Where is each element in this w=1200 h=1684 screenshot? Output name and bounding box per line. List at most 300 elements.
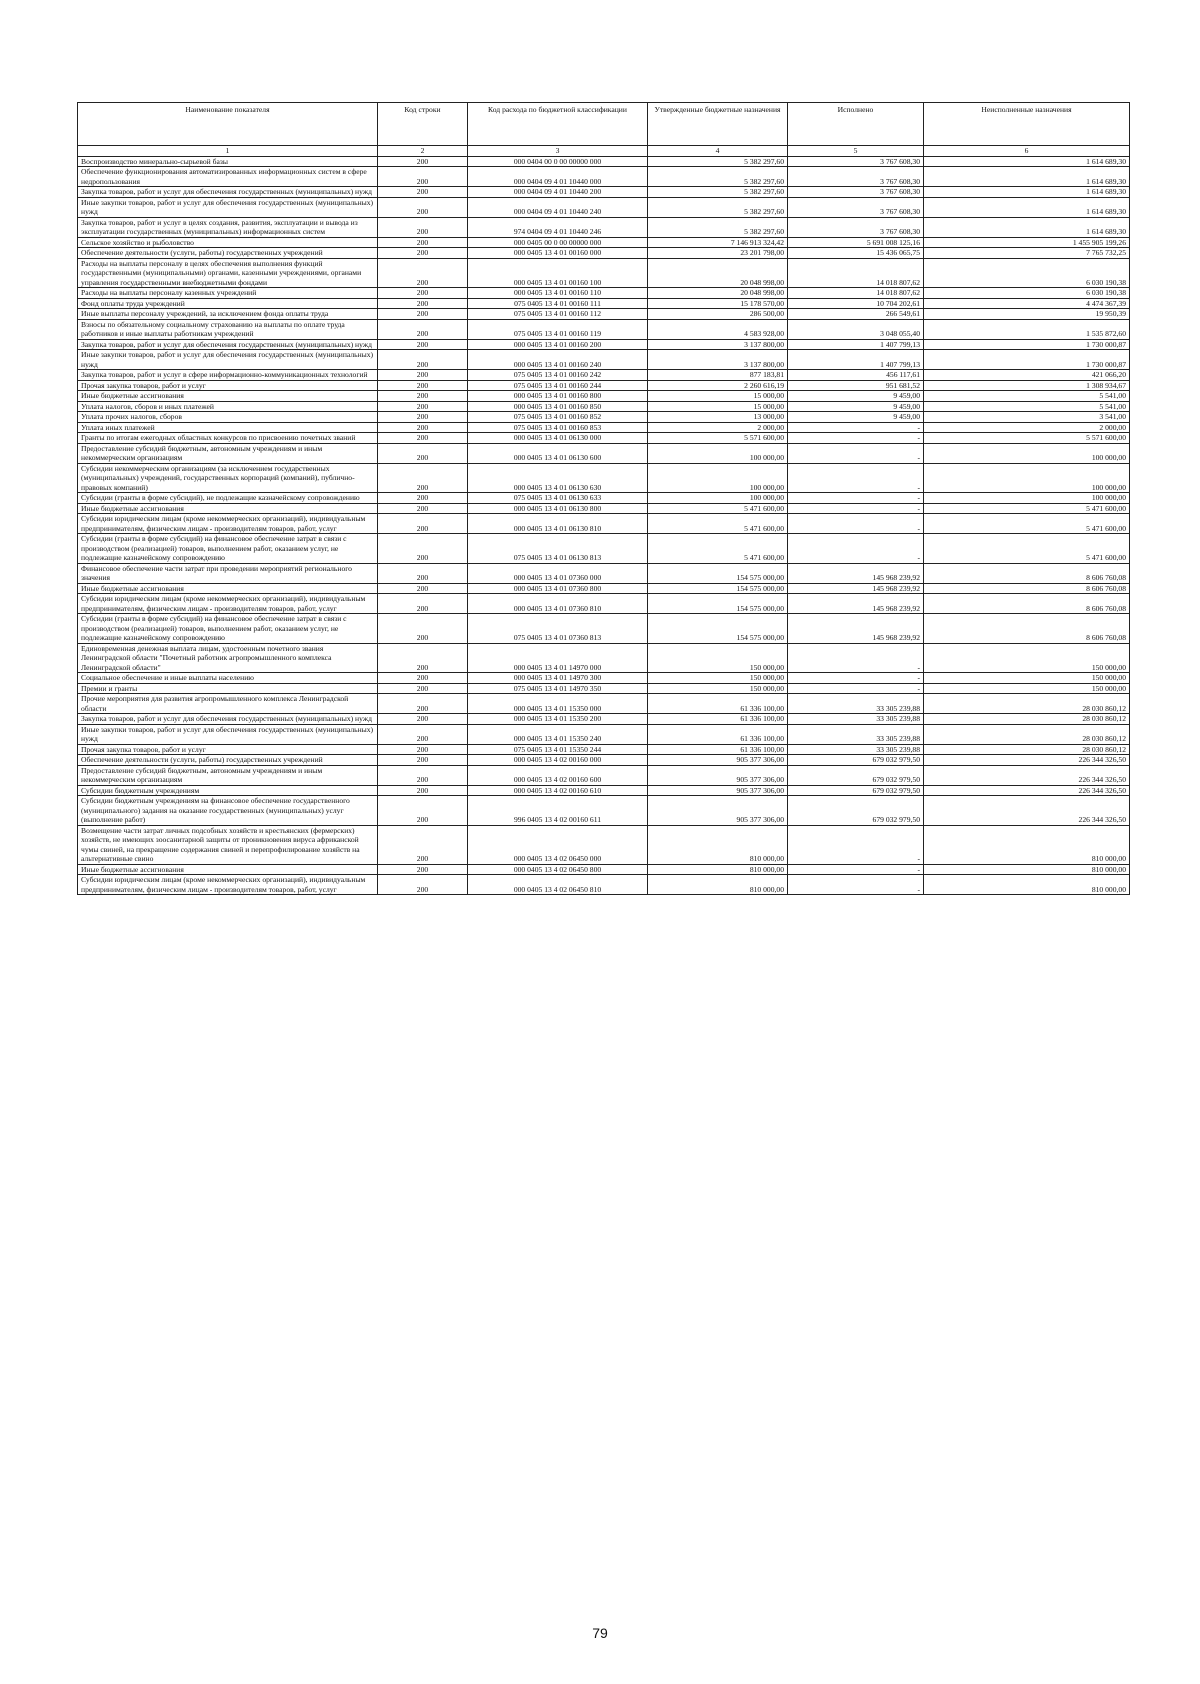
- expense-code-cell: 000 0405 13 4 01 07360 000: [468, 563, 648, 583]
- table-body: [78, 156, 1130, 895]
- header-executed: Исполнено: [788, 103, 924, 146]
- expense-code-cell: 000 0405 13 4 01 00160 850: [468, 401, 648, 412]
- indicator-name-cell: Социальное обеспечение и иные выплаты населению: [78, 673, 378, 684]
- indicator-name-cell: Субсидии юридическим лицам (кроме некоммерческих организаций), индивидуальным предпринимателям, физическим лицам - производителям товаров, работ, услуг: [78, 875, 378, 895]
- column-number: 5: [788, 146, 924, 157]
- approved-amount-cell: 154 575 000,00: [648, 614, 788, 644]
- executed-amount-cell: 679 032 979,50: [788, 796, 924, 826]
- unexecuted-amount-cell: 5 471 600,00: [924, 503, 1130, 514]
- expense-code-cell: 000 0405 13 4 02 00160 000: [468, 755, 648, 766]
- indicator-name-cell: Предоставление субсидий бюджетным, автономным учреждениям и иным некоммерческим организациям: [78, 765, 378, 785]
- executed-amount-cell: 145 968 239,92: [788, 614, 924, 644]
- table-row: [78, 583, 1130, 594]
- table-row: [78, 683, 1130, 694]
- table-row: [78, 391, 1130, 402]
- column-number-row: [78, 146, 1130, 157]
- indicator-name-cell: Обеспечение деятельности (услуги, работы) государственных учреждений: [78, 248, 378, 259]
- indicator-name-cell: Воспроизводство минерально-сырьевой базы: [78, 156, 378, 167]
- approved-amount-cell: 100 000,00: [648, 493, 788, 504]
- indicator-name-cell: Закупка товаров, работ и услуг для обеспечения государственных (муниципальных) нужд: [78, 339, 378, 350]
- unexecuted-amount-cell: 1 614 689,30: [924, 217, 1130, 237]
- table-row: [78, 248, 1130, 259]
- unexecuted-amount-cell: 1 614 689,30: [924, 187, 1130, 198]
- executed-amount-cell: 15 436 065,75: [788, 248, 924, 259]
- indicator-name-cell: Единовременная денежная выплата лицам, удостоенным почетного звания Ленинградской области "Почетный работник агропромышленного комплекса Ленинградской области": [78, 643, 378, 673]
- column-number: 4: [648, 146, 788, 157]
- table-row: [78, 614, 1130, 644]
- indicator-name-cell: Расходы на выплаты персоналу в целях обеспечения выполнения функций государственными (муниципальными) органами, казенными учреждениями, органами управления государственными внебюджетными фондами: [78, 258, 378, 288]
- executed-amount-cell: 33 305 239,88: [788, 744, 924, 755]
- indicator-name-cell: Взносы по обязательному социальному страхованию на выплаты по оплате труда работников и иные выплаты работникам учреждений: [78, 319, 378, 339]
- expense-code-cell: 075 0405 13 4 01 15350 244: [468, 744, 648, 755]
- expense-code-cell: 000 0405 13 4 01 06130 600: [468, 443, 648, 463]
- expense-code-cell: 000 0405 13 4 02 06450 810: [468, 875, 648, 895]
- line-code-cell: 200: [378, 755, 468, 766]
- executed-amount-cell: 33 305 239,88: [788, 724, 924, 744]
- approved-amount-cell: 810 000,00: [648, 864, 788, 875]
- approved-amount-cell: 61 336 100,00: [648, 724, 788, 744]
- unexecuted-amount-cell: 28 030 860,12: [924, 744, 1130, 755]
- line-code-cell: 200: [378, 673, 468, 684]
- table-row: [78, 288, 1130, 299]
- line-code-cell: 200: [378, 514, 468, 534]
- approved-amount-cell: 3 137 800,00: [648, 350, 788, 370]
- table-row: [78, 422, 1130, 433]
- executed-amount-cell: 9 459,00: [788, 401, 924, 412]
- expense-code-cell: 000 0404 09 4 01 10440 000: [468, 167, 648, 187]
- unexecuted-amount-cell: 4 474 367,39: [924, 298, 1130, 309]
- unexecuted-amount-cell: 226 344 326,50: [924, 765, 1130, 785]
- line-code-cell: 200: [378, 197, 468, 217]
- line-code-cell: 200: [378, 217, 468, 237]
- approved-amount-cell: 286 500,00: [648, 309, 788, 320]
- approved-amount-cell: 150 000,00: [648, 673, 788, 684]
- table-row: [78, 765, 1130, 785]
- table-row: [78, 443, 1130, 463]
- budget-execution-table: [77, 102, 1130, 895]
- unexecuted-amount-cell: 8 606 760,08: [924, 583, 1130, 594]
- expense-code-cell: 000 0405 13 4 01 07360 800: [468, 583, 648, 594]
- column-number: 6: [924, 146, 1130, 157]
- expense-code-cell: 000 0405 13 4 01 00160 100: [468, 258, 648, 288]
- executed-amount-cell: 9 459,00: [788, 391, 924, 402]
- column-number: 2: [378, 146, 468, 157]
- executed-amount-cell: -: [788, 433, 924, 444]
- table-row: [78, 694, 1130, 714]
- table-row: [78, 217, 1130, 237]
- indicator-name-cell: Субсидии юридическим лицам (кроме некоммерческих организаций), индивидуальным предпринимателям, физическим лицам - производителям товаров, работ, услуг: [78, 594, 378, 614]
- indicator-name-cell: Иные закупки товаров, работ и услуг для обеспечения государственных (муниципальных) нужд: [78, 724, 378, 744]
- unexecuted-amount-cell: 810 000,00: [924, 864, 1130, 875]
- approved-amount-cell: 61 336 100,00: [648, 714, 788, 725]
- table-row: [78, 493, 1130, 504]
- line-code-cell: 200: [378, 563, 468, 583]
- indicator-name-cell: Иные бюджетные ассигнования: [78, 583, 378, 594]
- indicator-name-cell: Возмещение части затрат личных подсобных хозяйств и крестьянских (фермерских) хозяйств, не имеющих зоосанитарной защиты от проникновения вируса африканской чумы свиней, на прекращение содержания свиней и перепрофилирование хозяйств на альтернативные свино: [78, 825, 378, 864]
- indicator-name-cell: Расходы на выплаты персоналу казенных учреждений: [78, 288, 378, 299]
- executed-amount-cell: 266 549,61: [788, 309, 924, 320]
- line-code-cell: 200: [378, 443, 468, 463]
- indicator-name-cell: Прочая закупка товаров, работ и услуг: [78, 380, 378, 391]
- line-code-cell: 200: [378, 288, 468, 299]
- expense-code-cell: 000 0405 13 4 01 00160 240: [468, 350, 648, 370]
- executed-amount-cell: 679 032 979,50: [788, 785, 924, 796]
- approved-amount-cell: 13 000,00: [648, 412, 788, 423]
- unexecuted-amount-cell: 810 000,00: [924, 825, 1130, 864]
- line-code-cell: 200: [378, 864, 468, 875]
- table-row: [78, 825, 1130, 864]
- line-code-cell: 200: [378, 594, 468, 614]
- header-indicator-name: Наименование показателя: [78, 103, 378, 146]
- executed-amount-cell: 456 117,61: [788, 370, 924, 381]
- approved-amount-cell: 150 000,00: [648, 643, 788, 673]
- table-row: [78, 594, 1130, 614]
- indicator-name-cell: Иные бюджетные ассигнования: [78, 864, 378, 875]
- line-code-cell: 200: [378, 796, 468, 826]
- approved-amount-cell: 150 000,00: [648, 683, 788, 694]
- unexecuted-amount-cell: 5 541,00: [924, 401, 1130, 412]
- unexecuted-amount-cell: 5 541,00: [924, 391, 1130, 402]
- unexecuted-amount-cell: 7 765 732,25: [924, 248, 1130, 259]
- table-row: [78, 370, 1130, 381]
- table-row: [78, 433, 1130, 444]
- unexecuted-amount-cell: 421 066,20: [924, 370, 1130, 381]
- line-code-cell: 200: [378, 370, 468, 381]
- approved-amount-cell: 15 000,00: [648, 391, 788, 402]
- executed-amount-cell: -: [788, 875, 924, 895]
- expense-code-cell: 996 0405 13 4 02 00160 611: [468, 796, 648, 826]
- executed-amount-cell: -: [788, 493, 924, 504]
- indicator-name-cell: Субсидии юридическим лицам (кроме некоммерческих организаций), индивидуальным предпринимателям, физическим лицам - производителям товаров, работ, услуг: [78, 514, 378, 534]
- line-code-cell: 200: [378, 258, 468, 288]
- approved-amount-cell: 810 000,00: [648, 825, 788, 864]
- indicator-name-cell: Уплата налогов, сборов и иных платежей: [78, 401, 378, 412]
- table-row: [78, 237, 1130, 248]
- approved-amount-cell: 61 336 100,00: [648, 744, 788, 755]
- table-row: [78, 643, 1130, 673]
- expense-code-cell: 000 0405 13 4 01 07360 810: [468, 594, 648, 614]
- executed-amount-cell: -: [788, 534, 924, 564]
- executed-amount-cell: 5 691 008 125,16: [788, 237, 924, 248]
- line-code-cell: 200: [378, 401, 468, 412]
- expense-code-cell: 000 0405 13 4 01 00160 200: [468, 339, 648, 350]
- line-code-cell: 200: [378, 412, 468, 423]
- expense-code-cell: 075 0405 13 4 01 14970 350: [468, 683, 648, 694]
- indicator-name-cell: Субсидии (гранты в форме субсидий) на финансовое обеспечение затрат в связи с производством (реализацией) товаров, выполнением работ, оказанием услуг, не подлежащие казначейскому сопровождению: [78, 614, 378, 644]
- unexecuted-amount-cell: 3 541,00: [924, 412, 1130, 423]
- unexecuted-amount-cell: 1 614 689,30: [924, 156, 1130, 167]
- indicator-name-cell: Иные выплаты персоналу учреждений, за исключением фонда оплаты труда: [78, 309, 378, 320]
- indicator-name-cell: Обеспечение функционирования автоматизированных информационных систем в сфере недропользования: [78, 167, 378, 187]
- indicator-name-cell: Иные бюджетные ассигнования: [78, 503, 378, 514]
- indicator-name-cell: Сельское хозяйство и рыболовство: [78, 237, 378, 248]
- expense-code-cell: 000 0405 13 4 01 14970 000: [468, 643, 648, 673]
- table-row: [78, 380, 1130, 391]
- indicator-name-cell: Закупка товаров, работ и услуг в целях создания, развития, эксплуатации и вывода из эксплуатации государственных (муниципальных) информационных систем: [78, 217, 378, 237]
- line-code-cell: 200: [378, 643, 468, 673]
- unexecuted-amount-cell: 5 471 600,00: [924, 534, 1130, 564]
- executed-amount-cell: 33 305 239,88: [788, 714, 924, 725]
- indicator-name-cell: Закупка товаров, работ и услуг для обеспечения государственных (муниципальных) нужд: [78, 714, 378, 725]
- unexecuted-amount-cell: 1 535 872,60: [924, 319, 1130, 339]
- line-code-cell: 200: [378, 350, 468, 370]
- approved-amount-cell: 15 178 570,00: [648, 298, 788, 309]
- table-row: [78, 514, 1130, 534]
- line-code-cell: 200: [378, 391, 468, 402]
- approved-amount-cell: 5 571 600,00: [648, 433, 788, 444]
- line-code-cell: 200: [378, 714, 468, 725]
- line-code-cell: 200: [378, 765, 468, 785]
- approved-amount-cell: 154 575 000,00: [648, 563, 788, 583]
- header-line-code: Код строки: [378, 103, 468, 146]
- approved-amount-cell: 15 000,00: [648, 401, 788, 412]
- approved-amount-cell: 23 201 798,00: [648, 248, 788, 259]
- approved-amount-cell: 5 382 297,60: [648, 187, 788, 198]
- expense-code-cell: 000 0405 13 4 01 15350 200: [468, 714, 648, 725]
- executed-amount-cell: 14 018 807,62: [788, 288, 924, 299]
- indicator-name-cell: Обеспечение деятельности (услуги, работы) государственных учреждений: [78, 755, 378, 766]
- unexecuted-amount-cell: 2 000,00: [924, 422, 1130, 433]
- executed-amount-cell: -: [788, 443, 924, 463]
- indicator-name-cell: Субсидии бюджетным учреждениям: [78, 785, 378, 796]
- report-sheet: [77, 102, 1129, 895]
- expense-code-cell: 000 0405 00 0 00 00000 000: [468, 237, 648, 248]
- line-code-cell: 200: [378, 825, 468, 864]
- expense-code-cell: 075 0405 13 4 01 00160 111: [468, 298, 648, 309]
- indicator-name-cell: Предоставление субсидий бюджетным, автономным учреждениям и иным некоммерческим организациям: [78, 443, 378, 463]
- unexecuted-amount-cell: 6 030 190,38: [924, 258, 1130, 288]
- indicator-name-cell: Премии и гранты: [78, 683, 378, 694]
- table-row: [78, 339, 1130, 350]
- expense-code-cell: 075 0405 13 4 01 07360 813: [468, 614, 648, 644]
- table-row: [78, 401, 1130, 412]
- executed-amount-cell: 33 305 239,88: [788, 694, 924, 714]
- unexecuted-amount-cell: 1 730 000,87: [924, 339, 1130, 350]
- table-row: [78, 724, 1130, 744]
- unexecuted-amount-cell: 226 344 326,50: [924, 755, 1130, 766]
- approved-amount-cell: 61 336 100,00: [648, 694, 788, 714]
- unexecuted-amount-cell: 19 950,39: [924, 309, 1130, 320]
- table-row: [78, 875, 1130, 895]
- table-row: [78, 755, 1130, 766]
- expense-code-cell: 000 0405 13 4 01 00160 110: [468, 288, 648, 299]
- line-code-cell: 200: [378, 422, 468, 433]
- indicator-name-cell: Закупка товаров, работ и услуг для обеспечения государственных (муниципальных) нужд: [78, 187, 378, 198]
- expense-code-cell: 075 0405 13 4 01 06130 633: [468, 493, 648, 504]
- line-code-cell: 200: [378, 380, 468, 391]
- executed-amount-cell: 1 407 799,13: [788, 339, 924, 350]
- table-row: [78, 864, 1130, 875]
- line-code-cell: 200: [378, 167, 468, 187]
- table-row: [78, 463, 1130, 493]
- line-code-cell: 200: [378, 583, 468, 594]
- indicator-name-cell: Субсидии (гранты в форме субсидий), не подлежащие казначейскому сопровождению: [78, 493, 378, 504]
- expense-code-cell: 000 0405 13 4 02 00160 600: [468, 765, 648, 785]
- expense-code-cell: 075 0405 13 4 01 00160 112: [468, 309, 648, 320]
- approved-amount-cell: 20 048 998,00: [648, 258, 788, 288]
- executed-amount-cell: 1 407 799,13: [788, 350, 924, 370]
- header-approved: Утвержденные бюджетные назначения: [648, 103, 788, 146]
- approved-amount-cell: 20 048 998,00: [648, 288, 788, 299]
- header-expense-code: Код расхода по бюджетной классификации: [468, 103, 648, 146]
- executed-amount-cell: -: [788, 514, 924, 534]
- table-row: [78, 534, 1130, 564]
- table-row: [78, 673, 1130, 684]
- unexecuted-amount-cell: 28 030 860,12: [924, 694, 1130, 714]
- approved-amount-cell: 100 000,00: [648, 443, 788, 463]
- unexecuted-amount-cell: 1 614 689,30: [924, 167, 1130, 187]
- line-code-cell: 200: [378, 724, 468, 744]
- line-code-cell: 200: [378, 694, 468, 714]
- expense-code-cell: 000 0404 09 4 01 10440 200: [468, 187, 648, 198]
- expense-code-cell: 000 0405 13 4 02 06450 000: [468, 825, 648, 864]
- approved-amount-cell: 100 000,00: [648, 463, 788, 493]
- approved-amount-cell: 877 183,81: [648, 370, 788, 381]
- line-code-cell: 200: [378, 493, 468, 504]
- unexecuted-amount-cell: 28 030 860,12: [924, 724, 1130, 744]
- executed-amount-cell: 951 681,52: [788, 380, 924, 391]
- approved-amount-cell: 905 377 306,00: [648, 765, 788, 785]
- approved-amount-cell: 2 260 616,19: [648, 380, 788, 391]
- unexecuted-amount-cell: 150 000,00: [924, 673, 1130, 684]
- table-row: [78, 350, 1130, 370]
- line-code-cell: 200: [378, 156, 468, 167]
- column-number: 1: [78, 146, 378, 157]
- executed-amount-cell: 9 459,00: [788, 412, 924, 423]
- line-code-cell: 200: [378, 463, 468, 493]
- line-code-cell: 200: [378, 614, 468, 644]
- expense-code-cell: 000 0405 13 4 01 15350 240: [468, 724, 648, 744]
- indicator-name-cell: Гранты по итогам ежегодных областных конкурсов по присвоению почетных званий: [78, 433, 378, 444]
- executed-amount-cell: 14 018 807,62: [788, 258, 924, 288]
- expense-code-cell: 000 0405 13 4 02 00160 610: [468, 785, 648, 796]
- unexecuted-amount-cell: 6 030 190,38: [924, 288, 1130, 299]
- table-row: [78, 785, 1130, 796]
- executed-amount-cell: -: [788, 463, 924, 493]
- unexecuted-amount-cell: 150 000,00: [924, 683, 1130, 694]
- executed-amount-cell: 3 767 608,30: [788, 197, 924, 217]
- executed-amount-cell: 145 968 239,92: [788, 563, 924, 583]
- unexecuted-amount-cell: 226 344 326,50: [924, 796, 1130, 826]
- unexecuted-amount-cell: 8 606 760,08: [924, 594, 1130, 614]
- executed-amount-cell: -: [788, 422, 924, 433]
- unexecuted-amount-cell: 100 000,00: [924, 463, 1130, 493]
- unexecuted-amount-cell: 28 030 860,12: [924, 714, 1130, 725]
- executed-amount-cell: -: [788, 683, 924, 694]
- line-code-cell: 200: [378, 237, 468, 248]
- unexecuted-amount-cell: 8 606 760,08: [924, 563, 1130, 583]
- unexecuted-amount-cell: 810 000,00: [924, 875, 1130, 895]
- line-code-cell: 200: [378, 309, 468, 320]
- expense-code-cell: 000 0405 13 4 01 00160 000: [468, 248, 648, 259]
- expense-code-cell: 075 0405 13 4 01 00160 242: [468, 370, 648, 381]
- executed-amount-cell: -: [788, 864, 924, 875]
- header-unexecuted: Неисполненные назначения: [924, 103, 1130, 146]
- table-row: [78, 258, 1130, 288]
- expense-code-cell: 075 0405 13 4 01 00160 852: [468, 412, 648, 423]
- unexecuted-amount-cell: 150 000,00: [924, 643, 1130, 673]
- approved-amount-cell: 5 382 297,60: [648, 217, 788, 237]
- indicator-name-cell: Прочая закупка товаров, работ и услуг: [78, 744, 378, 755]
- table-row: [78, 309, 1130, 320]
- approved-amount-cell: 810 000,00: [648, 875, 788, 895]
- indicator-name-cell: Иные бюджетные ассигнования: [78, 391, 378, 402]
- approved-amount-cell: 3 137 800,00: [648, 339, 788, 350]
- unexecuted-amount-cell: 1 614 689,30: [924, 197, 1130, 217]
- unexecuted-amount-cell: 100 000,00: [924, 493, 1130, 504]
- approved-amount-cell: 5 471 600,00: [648, 503, 788, 514]
- executed-amount-cell: 3 767 608,30: [788, 167, 924, 187]
- table-row: [78, 298, 1130, 309]
- executed-amount-cell: -: [788, 825, 924, 864]
- indicator-name-cell: Субсидии (гранты в форме субсидий) на финансовое обеспечение затрат в связи с производством (реализацией) товаров, выполнением работ, оказанием услуг, не подлежащие казначейскому сопровождению: [78, 534, 378, 564]
- indicator-name-cell: Субсидии некоммерческим организациям (за исключением государственных (муниципальных) учреждений, государственных корпораций (компаний), публично-правовых компаний): [78, 463, 378, 493]
- expense-code-cell: 000 0405 13 4 01 00160 800: [468, 391, 648, 402]
- expense-code-cell: 000 0405 13 4 01 06130 810: [468, 514, 648, 534]
- indicator-name-cell: Фонд оплаты труда учреждений: [78, 298, 378, 309]
- table-row: [78, 503, 1130, 514]
- executed-amount-cell: 679 032 979,50: [788, 755, 924, 766]
- approved-amount-cell: 154 575 000,00: [648, 594, 788, 614]
- expense-code-cell: 075 0405 13 4 01 00160 119: [468, 319, 648, 339]
- indicator-name-cell: Закупка товаров, работ и услуг в сфере информационно-коммуникационных технологий: [78, 370, 378, 381]
- unexecuted-amount-cell: 5 571 600,00: [924, 433, 1130, 444]
- executed-amount-cell: 145 968 239,92: [788, 583, 924, 594]
- table-row: [78, 156, 1130, 167]
- table-row: [78, 167, 1130, 187]
- line-code-cell: 200: [378, 248, 468, 259]
- approved-amount-cell: 7 146 913 324,42: [648, 237, 788, 248]
- line-code-cell: 200: [378, 298, 468, 309]
- table-row: [78, 319, 1130, 339]
- indicator-name-cell: Финансовое обеспечение части затрат при проведении мероприятий регионального значения: [78, 563, 378, 583]
- executed-amount-cell: 3 048 055,40: [788, 319, 924, 339]
- indicator-name-cell: Прочие мероприятия для развития агропромышленного комплекса Ленинградской области: [78, 694, 378, 714]
- approved-amount-cell: 905 377 306,00: [648, 755, 788, 766]
- expense-code-cell: 000 0405 13 4 01 06130 800: [468, 503, 648, 514]
- indicator-name-cell: Иные закупки товаров, работ и услуг для обеспечения государственных (муниципальных) нужд: [78, 197, 378, 217]
- executed-amount-cell: 3 767 608,30: [788, 187, 924, 198]
- executed-amount-cell: -: [788, 673, 924, 684]
- indicator-name-cell: Уплата иных платежей: [78, 422, 378, 433]
- expense-code-cell: 000 0405 13 4 01 14970 300: [468, 673, 648, 684]
- unexecuted-amount-cell: 1 730 000,87: [924, 350, 1130, 370]
- expense-code-cell: 000 0405 13 4 01 06130 630: [468, 463, 648, 493]
- approved-amount-cell: 5 382 297,60: [648, 197, 788, 217]
- line-code-cell: 200: [378, 534, 468, 564]
- header-row: [78, 103, 1130, 146]
- unexecuted-amount-cell: 100 000,00: [924, 443, 1130, 463]
- line-code-cell: 200: [378, 187, 468, 198]
- line-code-cell: 200: [378, 319, 468, 339]
- indicator-name-cell: Иные закупки товаров, работ и услуг для обеспечения государственных (муниципальных) нужд: [78, 350, 378, 370]
- approved-amount-cell: 5 382 297,60: [648, 156, 788, 167]
- approved-amount-cell: 905 377 306,00: [648, 785, 788, 796]
- table-row: [78, 796, 1130, 826]
- executed-amount-cell: -: [788, 643, 924, 673]
- executed-amount-cell: 3 767 608,30: [788, 217, 924, 237]
- approved-amount-cell: 905 377 306,00: [648, 796, 788, 826]
- expense-code-cell: 000 0405 13 4 02 06450 800: [468, 864, 648, 875]
- unexecuted-amount-cell: 5 471 600,00: [924, 514, 1130, 534]
- table-row: [78, 714, 1130, 725]
- table-row: [78, 563, 1130, 583]
- executed-amount-cell: 10 704 202,61: [788, 298, 924, 309]
- table-row: [78, 197, 1130, 217]
- line-code-cell: 200: [378, 433, 468, 444]
- line-code-cell: 200: [378, 683, 468, 694]
- table-row: [78, 187, 1130, 198]
